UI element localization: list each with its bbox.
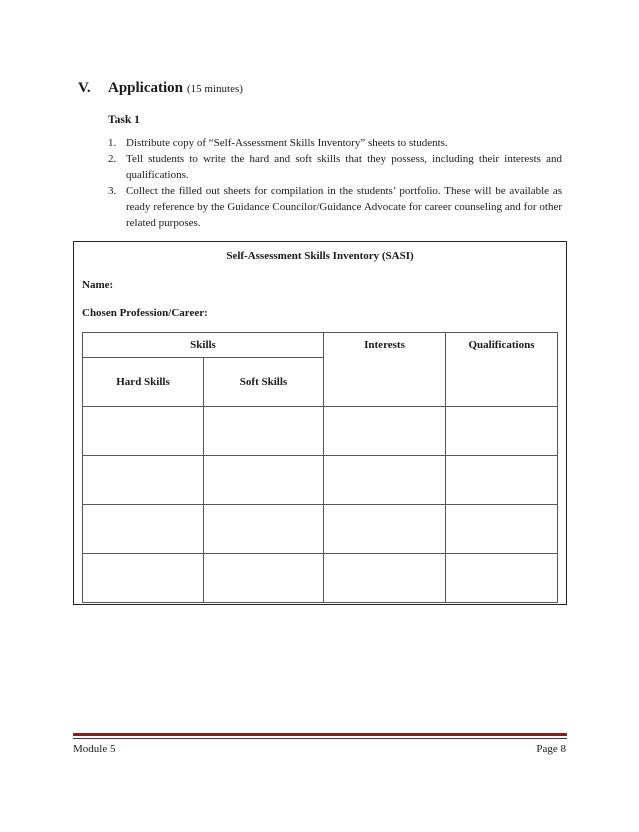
table-cell	[324, 554, 446, 603]
table-cell	[446, 407, 558, 456]
table-cell	[83, 456, 204, 505]
section-duration: (15 minutes)	[187, 83, 243, 95]
footer-rule-thin	[73, 738, 567, 739]
table-cell	[324, 456, 446, 505]
footer-rule	[73, 733, 567, 736]
career-label: Chosen Profession/Career:	[82, 307, 208, 319]
step-text: Distribute copy of “Self-Assessment Skills Inventory” sheets to students.	[126, 137, 448, 149]
sasi-form	[73, 241, 567, 605]
section-heading	[78, 80, 243, 97]
step-number: 1.	[108, 137, 117, 149]
table-row	[83, 554, 558, 603]
task-step	[108, 135, 562, 151]
table-cell	[324, 407, 446, 456]
table-cell	[204, 456, 324, 505]
skills-inventory-table	[82, 332, 558, 603]
table-cell	[446, 554, 558, 603]
table-row	[83, 505, 558, 554]
table-cell	[204, 554, 324, 603]
table-cell	[83, 407, 204, 456]
table-row	[83, 456, 558, 505]
table-header-row	[83, 333, 558, 358]
footer-module-label: Module 5	[73, 743, 116, 755]
form-title: Self-Assessment Skills Inventory (SASI)	[226, 250, 414, 262]
task-steps-list	[108, 135, 562, 231]
task-step	[108, 183, 562, 231]
table-cell	[446, 456, 558, 505]
task-step	[108, 151, 562, 183]
table-row	[83, 407, 558, 456]
table-cell	[83, 554, 204, 603]
qualifications-header: Qualifications	[446, 333, 558, 407]
step-text: Tell students to write the hard and soft skills that they possess, including their interests and qualifications.	[126, 153, 562, 181]
table-cell	[204, 407, 324, 456]
step-number: 3.	[108, 185, 117, 197]
skills-header: Skills	[83, 333, 324, 358]
name-label: Name:	[82, 279, 114, 291]
section-title: Application	[108, 80, 184, 96]
step-text: Collect the filled out sheets for compilation in the students’ portfolio. These will be available as ready reference by the Guidance Councilor/Guidance Advocate for career counseling and for other related purposes.	[126, 185, 562, 229]
task-title: Task 1	[108, 114, 140, 126]
table-cell	[446, 505, 558, 554]
section-number: V.	[78, 80, 91, 96]
step-number: 2.	[108, 153, 117, 165]
table-cell	[204, 505, 324, 554]
soft-skills-header: Soft Skills	[204, 358, 324, 407]
hard-skills-header: Hard Skills	[83, 358, 204, 407]
table-cell	[83, 505, 204, 554]
footer-page-number: Page 8	[536, 743, 566, 755]
interests-header: Interests	[324, 333, 446, 407]
table-cell	[324, 505, 446, 554]
